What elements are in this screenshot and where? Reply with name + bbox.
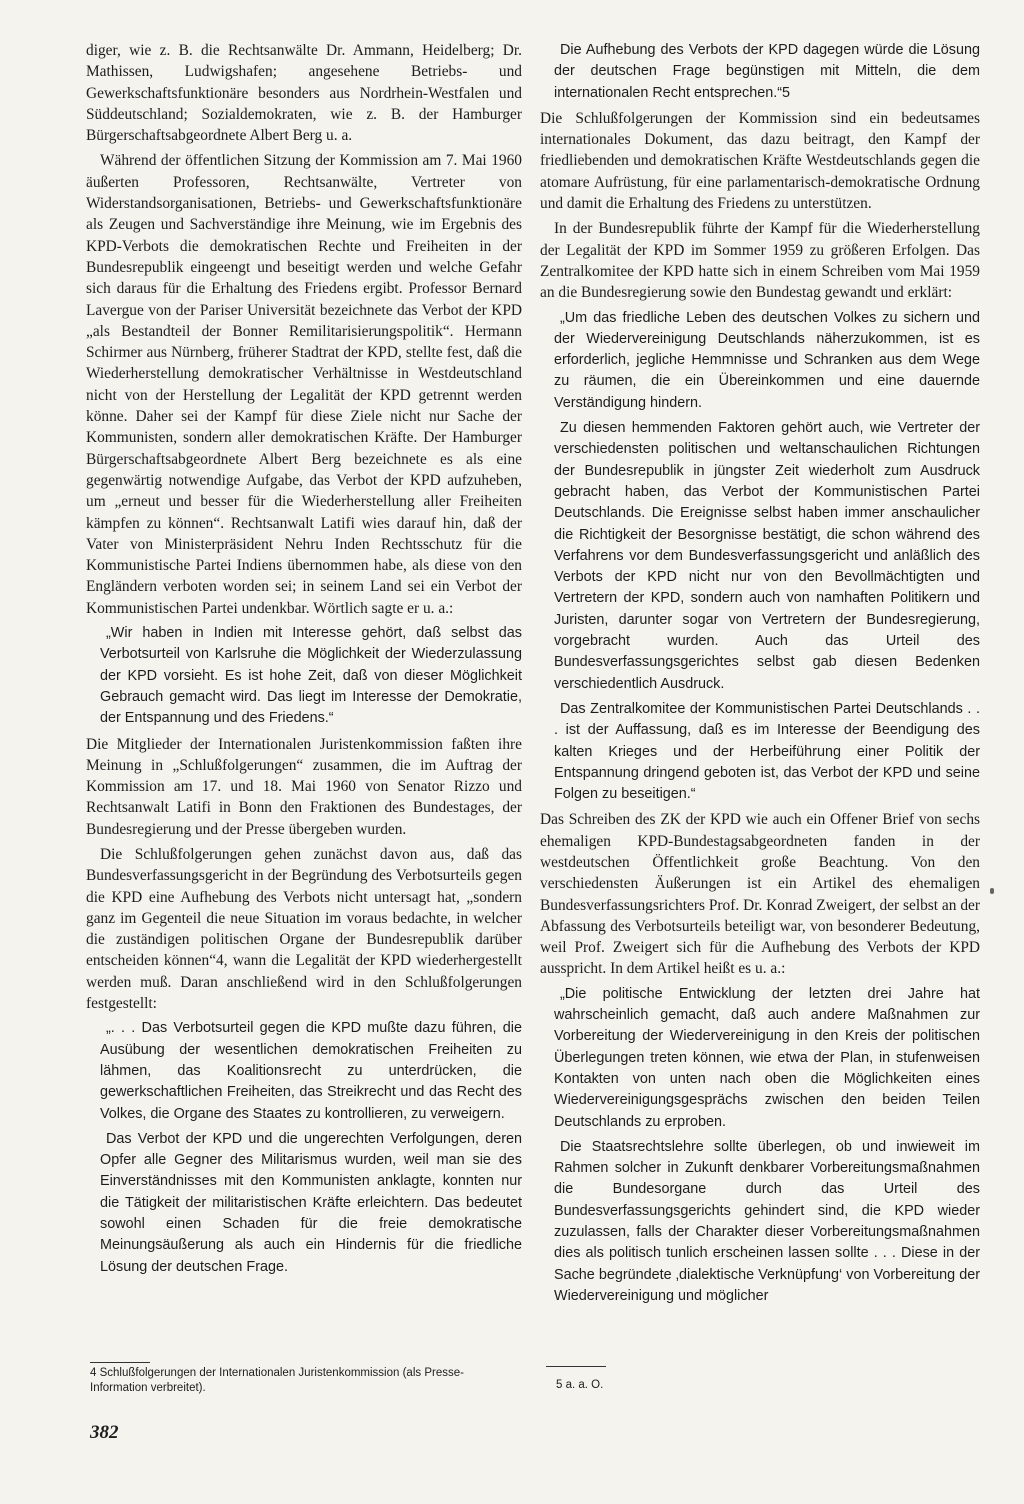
speck — [990, 888, 994, 894]
quote-paragraph: Zu diesen hemmenden Faktoren gehört auch, wie Vertreter der verschiedensten politischen und weltanschaulichen Richtungen der Bundesrepublik in jüngster Zeit wiederholt zum Ausdruck gebracht haben, das Verbot der Kommunistischen Partei Deutschlands. Die Ereignisse selbst haben immer anschaulicher die Richtigkeit der Besorgnisse bestätigt, die schon während des Verfahrens vor dem Bundesverfassungsgericht und anläßlich des Verbots der KPD nicht nur von den Bevollmächtigten und Vertretern der KPD, sondern auch von namhaften Politikern und Juristen, darunter sogar von Vertretern der Bundesregierung, vorgebracht wurden. Auch das Urteil des Bundesverfassungsgerichtes selbst gab diesen Bedenken verschiedentlich Ausdruck. — [554, 420, 980, 692]
paragraph: Das Schreiben des ZK der KPD wie auch ein Offener Brief von sechs ehemaligen KPD-Bundestagsabgeordneten fanden in der westdeutschen Öffentlichkeit große Beachtung. Von den verschiedensten Äußerungen ist ein Artikel des ehemaligen Bundesverfassungsrichters Prof. Dr. Konrad Zweigert, der selbst an der Abfassung des Verbotsurteils beteiligt war, von besonderer Bedeutung, weil Prof. Zweigert sich für die Aufhebung des Verbots der KPD ausspricht. In dem Artikel heißt es u. a.: — [540, 811, 980, 978]
quote-paragraph: „. . . Das Verbotsurteil gegen die KPD mußte dazu führen, die Ausübung der wesentlichen demokratischen Freiheiten zu lähmen, das Koalitionsrecht zu unterdrücken, die gewerkschaftlichen Freiheiten, das Streikrecht und das Recht des Volkes, die Organe des Staates zu kontrollieren, zu verweigern. — [100, 1020, 522, 1122]
quote-paragraph: „Die politische Entwicklung der letzten drei Jahre hat wahrscheinlich gemacht, daß auch andere Maßnahmen zur Vorbereitung der Wiedervereinigung in den Kreis der politischen Überlegungen treten können, wie etwa der Plan, in stufenweisen Kontakten von unten nach oben die Möglichkeiten eines Wiedervereinigungsgesprächs zwischen den beiden Teilen Deutschlands zu erproben. — [554, 985, 980, 1130]
quote-paragraph: Die Aufhebung des Verbots der KPD dagegen würde die Lösung der deutschen Frage begünstigen mit Mitteln, die dem internationalen Recht entsprechen.“5 — [554, 42, 980, 101]
footnote-rule — [546, 1366, 606, 1367]
paragraph: Die Schlußfolgerungen der Kommission sind ein bedeutsames internationales Dokument, das dazu beitragt, den Kampf der friedliebenden und demokratischen Kräfte Westdeutschlands gegen die atomare Aufrüstung, für eine parlamentarisch-demokratische Ordnung und damit die Erhaltung des Friedens zu unterstützen. — [540, 109, 980, 213]
right-column — [540, 40, 980, 1311]
footnote-right: 5 a. a. O. — [556, 1379, 604, 1391]
quote-paragraph: „Um das friedliche Leben des deutschen Volkes zu sichern und der Wiedervereinigung Deutschlands näherzukommen, ist es erforderlich, jegliche Hemmnisse und Schranken aus dem Wege zu räumen, die ein Übereinkommen und eine dauernde Verständigung hindern. — [554, 309, 980, 411]
quote-paragraph: „Wir haben in Indien mit Interesse gehört, daß selbst das Verbotsurteil von Karlsruhe die Möglichkeit der Wiederzulassung der KPD vorsieht. Es ist hohe Zeit, daß von dieser Möglichkeit Gebrauch gemacht wird. Das liegt im Interesse der Demokratie, der Entspannung und des Friedens.“ — [100, 625, 522, 727]
paragraph: Während der öffentlichen Sitzung der Kommission am 7. Mai 1960 äußerten Professoren, Rechtsanwälte, Vertreter von Widerstandsorganisationen, Betriebs- und Gewerkschaftsfunktionäre als Zeugen und Sachverständige ihre Meinung, wie im Ergebnis des KPD-Verbots die demokratischen Rechte und Freiheiten in der Bundesrepublik eingeengt und beseitigt werden und welche Gefahr sich daraus für die Erhaltung des Friedens ergibt. Professor Bernard Lavergue von der Pariser Universität bezeichnete das Verbot der KPD „als Bestandteil der Bonner Remilitarisierungspolitik“. Hermann Schirmer aus Nürnberg, früherer Stadtrat der KPD, stellte fest, daß die Wiederherstellung demokratischer Verhältnisse in Westdeutschland nicht von der Herstellung der Legalität der KPD getrennt werden könne. Daher sei der Kampf für diese Ziele nicht nur Sache der Kommunisten, sondern aller demokratischen Kräfte. Der Hamburger Bürgerschaftsabgeordnete Albert Berg bezeichnete es als eine gegenwärtig notwendige Aufgabe, das Verbot der KPD aufzuheben, um „erneut und besser für die Wiederherstellung aller Freiheiten kämpfen zu können“. Rechtsanwalt Latifi wies darauf hin, daß der Vater von Ministerpräsident Nehru Inden Rechtsschutz für die Kommunistische Partei Indiens übernommen habe, als diese von den Engländern verboten worden sei; in seinem Land sei ein Verbot der Kommunistischen Partei undenkbar. Wörtlich sagte er u. a.: — [86, 152, 522, 617]
quote-paragraph: Das Verbot der KPD und die ungerechten Verfolgungen, deren Opfer alle Gegner des Militarismus wurden, weil man sie des Einverständnisses mit den Kommunisten anklagte, konnten nur die Tätigkeit der militaristischen Kräfte erleichtern. Das bedeutet sowohl einen Schaden für die freie demokratische Meinungsäußerung als auch ein Hindernis für die friedliche Lösung der deutschen Frage. — [100, 1130, 522, 1275]
left-column — [86, 40, 522, 1282]
paragraph: diger, wie z. B. die Rechtsanwälte Dr. Ammann, Heidelberg; Dr. Mathissen, Ludwigshafen; angesehene Betriebs- und Gewerkschaftsfunktionäre besonders aus Nordrhein-Westfalen und Süddeutschland; Sozialdemokraten, wie z. B. der Hamburger Bürgerschaftsabgeordnete Albert Berg u. a. — [86, 42, 522, 145]
paragraph: In der Bundesrepublik führte der Kampf für die Wiederherstellung der Legalität der KPD im Sommer 1959 zu größeren Erfolgen. Das Zentralkomitee der KPD hatte sich in einem Schreiben vom Mai 1959 an die Bundesregierung sowie den Bundestag gewandt und erklärt: — [540, 220, 980, 302]
quote-paragraph: Die Staatsrechtslehre sollte überlegen, ob und inwieweit im Rahmen solcher in Zukunft denkbarer Vorbereitungsmaßnahmen die Bundesorgane durch das Urteil des Bundesverfassungsgerichts gehindert sind, die KPD wieder zuzulassen, falls der Charakter dieser Vorbereitungsmaßnahmen dies als politisch tunlich erscheinen lassen sollte . . . Diese in der Sache begründete ‚dialektische Verknüpfung‘ von Vorbereitung der Wiedervereinigung und möglicher — [554, 1138, 980, 1304]
page-number: 382 — [90, 1422, 119, 1443]
quote-paragraph: Das Zentralkomitee der Kommunistischen Partei Deutschlands . . . ist der Auffassung, daß es im Interesse der Beendigung des kalten Krieges und der Herbeiführung einer Politik der Entspannung dringend geboten ist, das Verbot der KPD und seine Folgen zu beseitigen.“ — [554, 700, 980, 803]
footnote-rule — [90, 1362, 150, 1363]
paragraph: Die Mitglieder der Internationalen Juristenkommission faßten ihre Meinung in „Schlußfolgerungen“ zusammen, die im Auftrag der Kommission am 17. und 18. Mai 1960 von Senator Rizzo und Rechtsanwalt Latifi in Bonn den Fraktionen des Bundestages, der Bundesregierung und der Presse übergeben wurden. — [86, 735, 522, 838]
paragraph: Die Schlußfolgerungen gehen zunächst davon aus, daß das Bundesverfassungsgericht in der Begründung des Verbotsurteils gegen die KPD eine Aufhebung des Verbots nicht untersagt hat, „sondern ganz im Gegenteil die neue Situation im voraus bedachte, in welcher die zuständigen politischen Organe der Bundesrepublik darüber entscheiden können“4, wann die Legalität der KPD wiederhergestellt werden muß. Daran anschließend wird in den Schlußfolgerungen festgestellt: — [86, 845, 522, 1013]
footnote-left: 4 Schlußfolgerungen der Internationalen Juristenkommission (als Presse-Information verbreitet). — [90, 1367, 464, 1394]
